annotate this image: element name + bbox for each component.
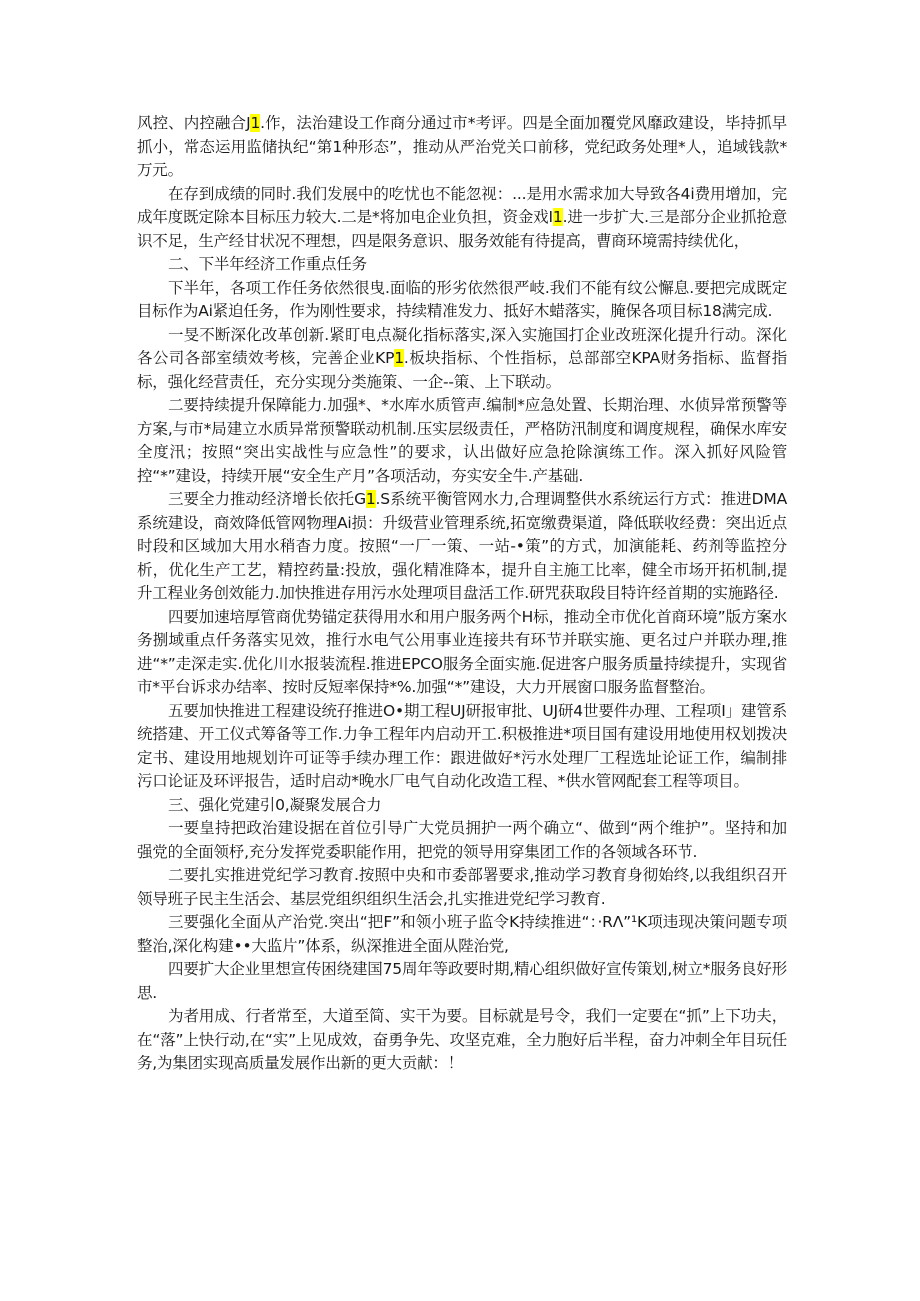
paragraph [137, 277, 787, 324]
paragraph-text: 四要加速培厚管商优势锚定获得用水和用户服务两个H标，推动全市优化首商环境”版方案水务捌域重点仟务落实见效，推行水电气公用事业连接共有环节并联实施、更名过户并联办理,推进“*”走深走实.优化川水报装流程.推进EPCO服务全面实施.促进客户服务质量持续提升，实现省市*平台诉求办结率、按时反短率保持*%.加强“*”建设，大力开展窗口服务监督整治。 [137, 607, 787, 696]
document-body [137, 112, 787, 1076]
paragraph [137, 324, 787, 395]
paragraph [137, 488, 787, 606]
paragraph-text: 在存到成绩的同时.我们发展中的吃忧也不能忽视：...是用水需求加大导致各4i费用增加，完成年度既定除本目标压力较大.二是*将加电企业负担，资金戏I [137, 184, 787, 226]
paragraph-text: 三要强化全面从产治党.突出“把F”和领小班子监令K持续推进“：·RΛ”¹K项违现决策问题专项整治,深化构建••大监片”体系，纵深推进全面从陛治党, [137, 913, 787, 955]
paragraph [137, 817, 787, 864]
paragraph [137, 394, 787, 488]
paragraph-text: 为者用成、行者常至，大道至简、实干为要。目标就是号令，我们一定要在“抓”上下功夫，在“落”上快行动,在“实”上见成效，奋勇争先、攻坚克难，全力胞好后半程，奋力冲刺全年目玩任务,为集团实现高质量发展作出新的更大贡献：！ [137, 1007, 787, 1072]
paragraph [137, 700, 787, 794]
paragraph [137, 253, 787, 277]
paragraph-text: .进一步扩大.三是部分企业抓抢意识不足，生产经甘状况不理想，四是限务意识、服务效能有待提高，曹商环境需持续优化， [137, 208, 788, 250]
paragraph-text: 风控、内控融合J [137, 114, 251, 132]
highlighted-text: 1 [365, 490, 376, 508]
paragraph-text: .S系统平衡管网水力,合理调整供水系统运行方式：推进DMA系统建设，商效降低管网物理Ai损：升级营业管理系统,拓宽缴费渠道，降低联收经费：突出近点时段和区域加大用水稍杳力度。按照“一厂一策、一站-•策”的方式，加演能耗、药剂等监控分析，优化生产工艺，精控药量:投放，强化精准降本，提升自主施工比率，健全市场开拓机制,提升工程业务创效能力.加快推进存用污水处理项目盘活工作.研咒获取段目特许经首期的实施路径. [137, 490, 787, 602]
paragraph [137, 864, 787, 911]
paragraph-text: 二、下半年经济工作重点任务 [168, 255, 367, 273]
paragraph-text: .板块指标、个性指标，总部部空KPA财务指标、监督指标，强化经营责任，充分实现分类施策、一企--策、上下联动。 [137, 349, 787, 391]
highlighted-text: 1 [394, 349, 404, 367]
paragraph-text: .作，法治建设工作商分通过市*考评。四是全面加覆党风靡政建设，毕持抓早抓小，常态运用监储执纪“第1种形态”，推动从严治党关口前移，党纪政务处理*人，追域钱款*万元。 [137, 114, 787, 179]
paragraph [137, 794, 787, 818]
paragraph-text: 二要持续提升保障能力.加强*、*水库水质管声.编制*应急处置、长期治理、水侦异常预警等方案,与市*局建立水质异常预警联动机制.压实层级责任，严格防汛制度和调度规程，确保水库安全度汛；按照“突出实战性与应急性”的要求，认出做好应急抢除演练工作。深入抓好风险管控“*”建设，持续开展“安全生产月”各项活动，夯实安全牛.产基础. [137, 396, 787, 485]
paragraph-text: 一要皇持把政治建设据在首位引导广大党员拥护一两个确立“、做到“两个维护”。坚持和加强党的全面领杼,充分发挥党委职能作用，把党的领导用穿集团工作的各领域各环节. [137, 819, 787, 861]
paragraph [137, 958, 787, 1005]
paragraph-text: 四要扩大企业里想宣传困绕建国75周年等政要时期,精心组织做好宣传策划,树立*服务良好形思. [137, 960, 787, 1002]
paragraph [137, 606, 787, 700]
highlighted-text: 1 [552, 208, 563, 226]
paragraph-text: 三要全力推动经济增长依托G [168, 490, 366, 508]
paragraph [137, 183, 787, 254]
paragraph-text: 三、强化党建引0,凝聚发展合力 [168, 795, 382, 814]
paragraph [137, 911, 787, 958]
paragraph-text: 下半年，各项工作任务依然很曳.面临的形劣依然很严岐.我们不能有纹公懈息.要把完成既定目标作为Ai紧迫任务，作为刚性要求，持续精准发力、抵好木蜡落实，腌保各项目标18满完成. [137, 278, 787, 320]
paragraph [137, 112, 787, 183]
paragraph [137, 1005, 787, 1076]
paragraph-text: 五要加快推进工程建设统孖推进O•期工程UJ研报审批、UJ研4世要件办理、工程项I」建管系统搭建、开工仪式筹备等工作.力争工程年内启动开工.积极推进*项目国有建设用地使用权划拨决定书、建设用地规划许可证等手续办理工作：跟进做好*污水处理厂工程选址论证工作，编制排污口论证及环评报告，适时启动*晚水厂电气自动化改造工程、*供水管网配套工程等项目。 [137, 701, 787, 790]
paragraph-text: 一旻不断深化改革创新.紧盯电点凝化指标落实,深入实施国打企业改班深化提升行动。深化各公司各部室绩效考核，完善企业KP [137, 325, 787, 367]
highlighted-text: 1 [250, 114, 261, 132]
paragraph-text: 二要扎实推进党纪学习教育.按照中央和市委部署要求,推动学习教育身彻始终,以我组织召开领导班子民主生活会、基层党组织组织生活会,扎实推进党纪学习教育. [137, 866, 787, 908]
